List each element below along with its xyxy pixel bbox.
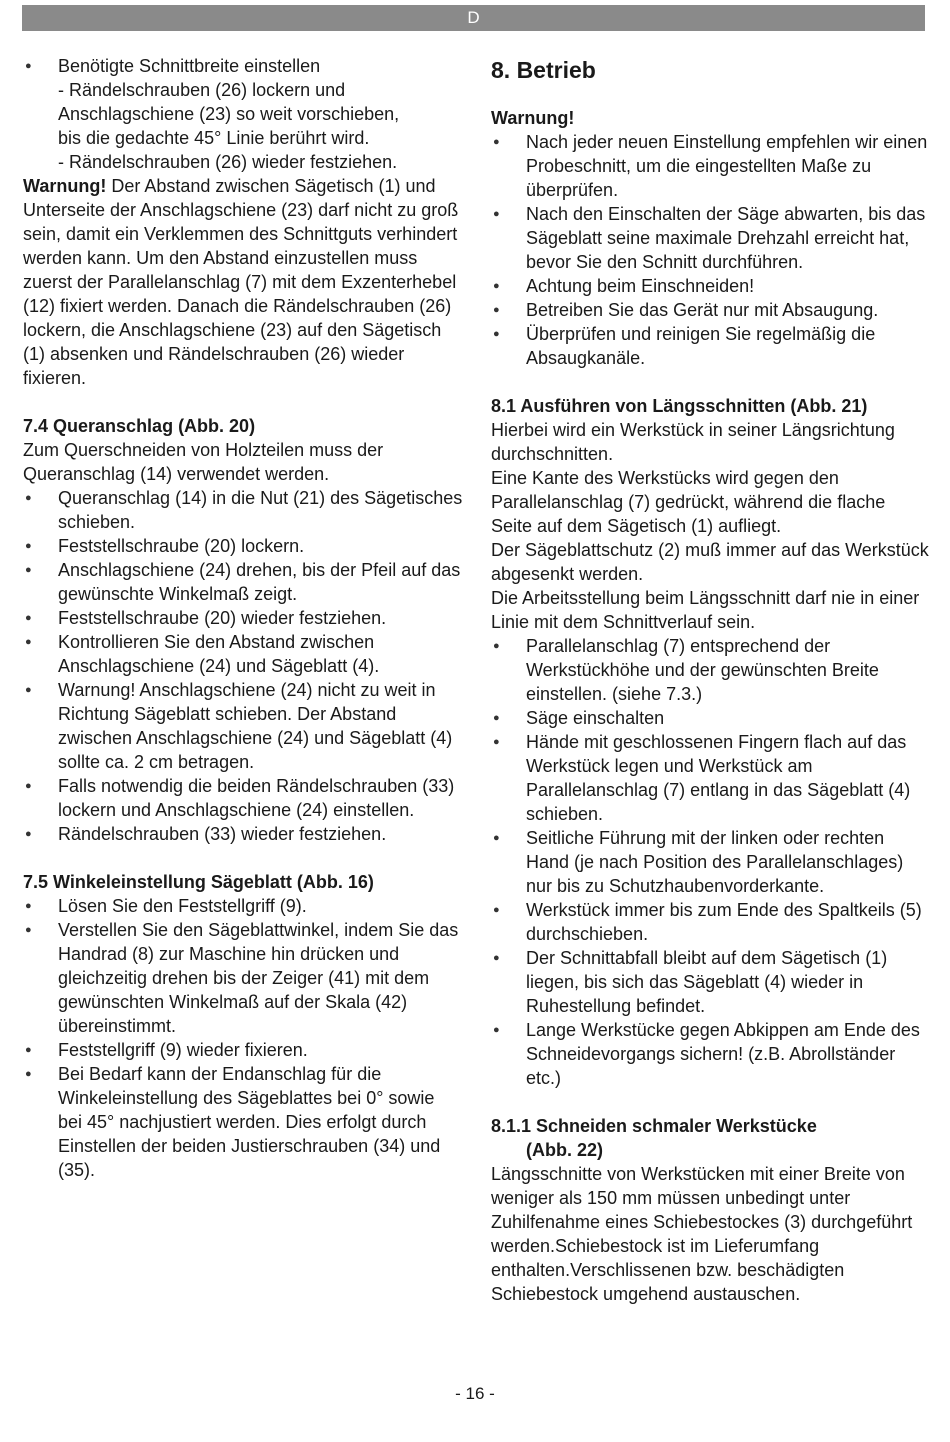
list-item: ● Warnung! Anschlagschiene (24) nicht zu weit in Richtung Sägeblatt schieben. Der Abstand zwischen Anschlagschiene (24) und Sägeblatt (4) sollte ca. 2 cm betragen. [23, 678, 463, 774]
list-item: ● Feststellschraube (20) lockern. [23, 534, 463, 558]
section-heading-8-1: 8.1 Ausführen von Längsschnitten (Abb. 21) [491, 396, 868, 416]
warning-text: Der Abstand zwischen Sägetisch (1) und Unterseite der Anschlagschiene (23) darf nicht zu groß sein, damit ein Verklemmen des Schnittguts verhindert werden kann. Um den Abstand einzustellen muss zuerst der Parallelanschlag (7) mit dem Exzenterhebel (12) fixiert werden. Danach die Rändelschrauben (26) lockern, die Anschlagschiene (23) auf den Sägetisch (1) absenken und Rändelschrauben (26) wieder fixieren. [23, 176, 459, 388]
list-7-5 [23, 894, 463, 1182]
list-item: ● Der Schnittabfall bleibt auf dem Sägetisch (1) liegen, bis sich das Sägeblatt (4) wieder in Ruhestellung befindet. [491, 946, 931, 1018]
list-item: ● Achtung beim Einschneiden! [491, 274, 931, 298]
list-item: ● Hände mit geschlossenen Fingern flach auf das Werkstück legen und Werkstück am Parallelanschlag (7) entlang in das Sägeblatt (4) schieben. [491, 730, 931, 826]
section-heading-7-4: 7.4 Queranschlag (Abb. 20) [23, 416, 256, 436]
paragraph: Die Arbeitsstellung beim Längsschnitt darf nie in einer Linie mit dem Schnittverlauf sein. [491, 588, 920, 632]
list-item [23, 54, 463, 174]
warning-label: Warnung! [491, 108, 575, 128]
paragraph: Eine Kante des Werkstücks wird gegen den Parallelanschlag (7) gedrückt, während die flache Seite auf dem Sägetisch (1) aufliegt. [491, 468, 886, 536]
list-item: ● Betreiben Sie das Gerät nur mit Absaugung. [491, 298, 931, 322]
list-item: ● Feststellgriff (9) wieder fixieren. [23, 1038, 463, 1062]
warning-label: Warnung! [23, 176, 107, 196]
settings-list [23, 54, 463, 174]
paragraph: Längsschnitte von Werkstücken mit einer Breite von weniger als 150 mm müssen unbedingt unter Zuhilfenahme eines Schiebestockes (3) durchgeführt werden.Schiebestock ist im Lieferumfang enthalten.Verschlissenen bzw. beschädigten Schiebestock umgehend austauschen. [491, 1164, 913, 1304]
page-number: - 16 - [455, 1384, 495, 1403]
section-heading-8-1-1-figure-ref: (Abb. 22) [526, 1140, 604, 1160]
list-item: ● Rändelschrauben (33) wieder festziehen. [23, 822, 463, 846]
list-item-text: Anschlagschiene (23) so weit vorschieben, [58, 104, 400, 124]
list-item: ● Nach jeder neuen Einstellung empfehlen wir einen Probeschnitt, um die eingestellten Maße zu überprüfen. [491, 130, 931, 202]
list-item: ● Lange Werkstücke gegen Abkippen am Ende des Schneidevorgangs sichern! (z.B. Abrollständer etc.) [491, 1018, 931, 1090]
list-item: ● Überprüfen und reinigen Sie regelmäßig die Absaugkanäle. [491, 322, 931, 370]
warning-paragraph [23, 174, 463, 390]
left-column [23, 54, 463, 1182]
language-letter: D [467, 8, 480, 27]
list-item: ● Nach den Einschalten der Säge abwarten, bis das Sägeblatt seine maximale Drehzahl erreicht hat, bevor Sie den Schnitt durchführen. [491, 202, 931, 274]
list-item: ● Parallelanschlag (7) entsprechend der Werkstückhöhe und der gewünschten Breite einstellen. (siehe 7.3.) [491, 634, 931, 706]
section-heading-7-5: 7.5 Winkeleinstellung Sägeblatt (Abb. 16) [23, 872, 374, 892]
list-item: ● Werkstück immer bis zum Ende des Spaltkeils (5) durchschieben. [491, 898, 931, 946]
list-7-4 [23, 486, 463, 846]
language-tab-header [22, 5, 925, 31]
list-item-text: ● Benötigte Schnittbreite einstellen [58, 56, 321, 76]
list-item: ● Säge einschalten [491, 706, 931, 730]
list-8 [491, 130, 931, 370]
list-item: ● Queranschlag (14) in die Nut (21) des Sägetisches schieben. [23, 486, 463, 534]
list-item: ● Falls notwendig die beiden Rändelschrauben (33) lockern und Anschlagschiene (24) einstellen. [23, 774, 463, 822]
section-heading-8: 8. Betrieb [491, 57, 596, 83]
section-heading-8-1-1: 8.1.1 Schneiden schmaler Werkstücke [491, 1116, 817, 1136]
paragraph: Hierbei wird ein Werkstück in seiner Längsrichtung durchschnitten. [491, 420, 895, 464]
list-item: ● Seitliche Führung mit der linken oder rechten Hand (je nach Position des Parallelanschlages) nur bis zu Schutzhaubenvorderkante. [491, 826, 931, 898]
right-column [491, 54, 931, 1306]
list-item-text: - Rändelschrauben (26) lockern und [58, 80, 346, 100]
paragraph: Der Sägeblattschutz (2) muß immer auf das Werkstück abgesenkt werden. [491, 540, 929, 584]
list-item: ● Verstellen Sie den Sägeblattwinkel, indem Sie das Handrad (8) zur Maschine hin drücken und gleichzeitig drehen bis der Zeiger (41) mit dem gewünschten Winkelmaß auf der Skala (42) übereinstimmt. [23, 918, 463, 1038]
list-item: ● Lösen Sie den Feststellgriff (9). [23, 894, 463, 918]
list-item-text: bis die gedachte 45° Linie berührt wird. [58, 128, 370, 148]
list-item: ● Kontrollieren Sie den Abstand zwischen Anschlagschiene (24) und Sägeblatt (4). [23, 630, 463, 678]
list-item: ● Feststellschraube (20) wieder festziehen. [23, 606, 463, 630]
list-item: ● Anschlagschiene (24) drehen, bis der Pfeil auf das gewünschte Winkelmaß zeigt. [23, 558, 463, 606]
list-item: ● Bei Bedarf kann der Endanschlag für die Winkeleinstellung des Sägeblattes bei 0° sowie bei 45° nachjustiert werden. Dies erfolgt durch Einstellen der beiden Justierschrauben (34) und (35). [23, 1062, 463, 1182]
list-item-text: - Rändelschrauben (26) wieder festziehen. [58, 152, 398, 172]
list-8-1 [491, 634, 931, 1090]
paragraph: Zum Querschneiden von Holzteilen muss der Queranschlag (14) verwendet werden. [23, 440, 384, 484]
